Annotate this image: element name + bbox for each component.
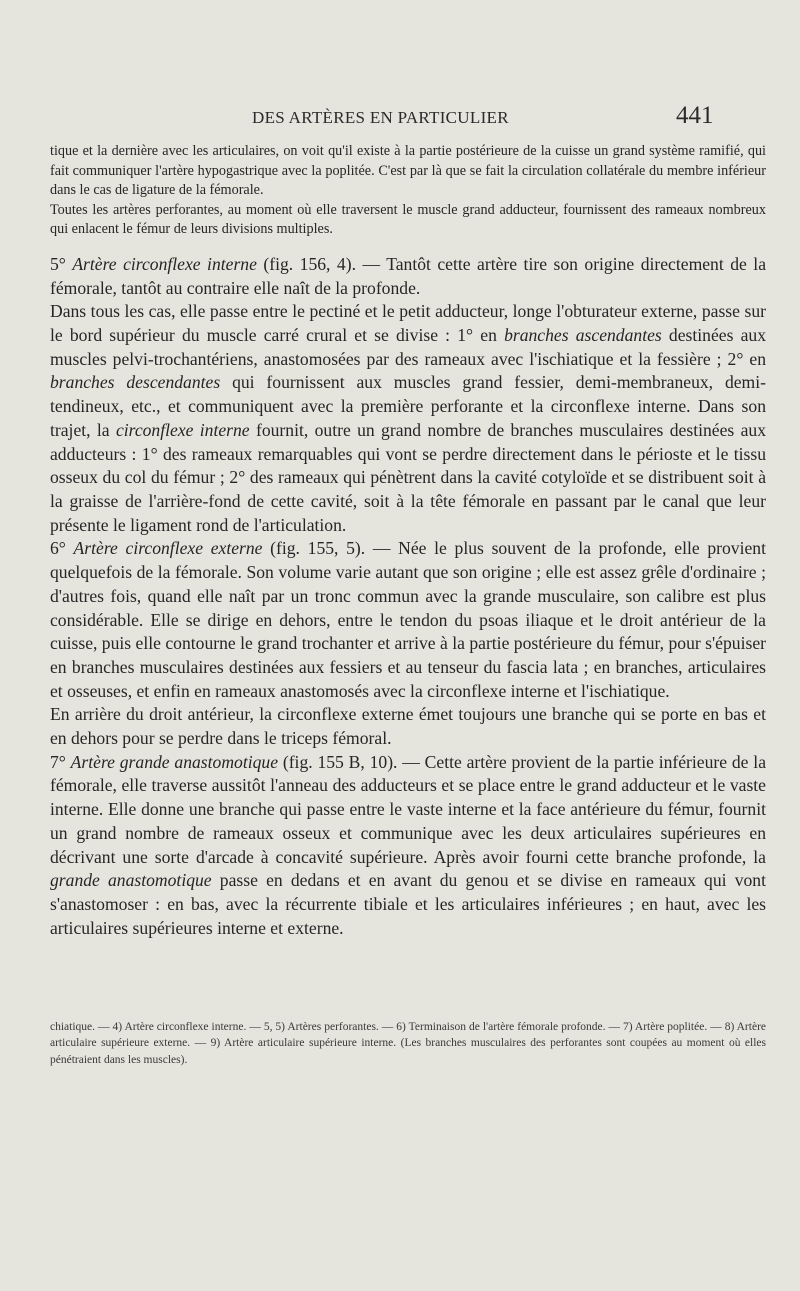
text-run: destinées aux muscles pelvi-trochantériens, anastomosées par des rameaux avec l'ischiatique et la fessière ; 2° en [50,325,767,369]
paragraph-circonflexe-externe [50,537,766,703]
italic-term: branches descendantes [50,372,221,393]
text-run: passe en dedans et en avant du genou et se divise en rameaux qui vont s'anastomoser : en bas, avec la récurrente tibiale et les articulaires inférieures ; en haut, avec les articulaires supérieures interne et externe. [50,870,766,938]
italic-term: circonflexe interne [115,419,250,440]
text-run: Dans tous les cas, elle passe entre le pectiné et le petit adducteur, longe l'obturateur externe, passe sur le bord supérieur du muscle carré crural et se divise : 1° en [50,301,766,346]
paragraph-circonflexe-interne-course [50,300,766,537]
text-run: (fig. 155 B, 10). — Cette artère provient de la partie inférieure de la fémorale, elle traverse aussitôt l'anneau des adducteurs et se place entre le grand adducteur et le vaste interne. Elle donne une branche qui passe entre le vaste interne et la face antérieure du fémur, fournit un grand nombre de rameaux osseux et communique avec les deux articulaires supérieures en décrivant une sorte d'arcade à concavité supérieure. Après avoir fourni cette branche profonde, la [50,751,767,867]
section-text: (fig. 155, 5). — Née le plus souvent de la profonde, elle provient quelquefois de la fémorale. Son volume varie autant que son origine ; elle est assez grêle d'ordinaire ; d'autres fois, quand elle naît par un tronc commun avec la grande musculaire, son calibre est plus considérable. Elle se dirige en dehors, entre le tendon du psoas iliaque et le droit antérieur de la cuisse, puis elle contourne le grand trochanter et arrive à la partie postérieure du fémur, pour s'épuiser en branches musculaires destinées aux fessiers et au tenseur du fascia lata ; en branches, articulaires et osseuses, et enfin en rameaux anastomosés avec la circonflexe interne et l'ischiatique. [50,538,766,701]
paragraph-collateral-circulation: tique et la dernière avec les articulaires, on voit qu'il existe à la partie postérieure de la cuisse un grand système ramifié, qui fait communiquer l'artère hypogastrique avec la poplitée. C'est par là que se fait la circulation collatérale du membre inférieur dans le cas de ligature de la fémorale. [50,143,766,199]
text-run: qui fournissent aux muscles grand fessier, demi-membraneux, demi-tendineux, etc., et communiquent avec la première perforante et la circonflexe interne. Dans son trajet, la [50,372,766,440]
section-number: 7° [50,751,71,772]
section-number: 6° [50,538,74,559]
body-text [50,142,766,940]
paragraph-circonflexe-externe-branch: En arrière du droit antérieur, la circonflexe externe émet toujours une branche qui se porte en bas et en dehors pour se perdre dans le triceps fémoral. [50,704,766,749]
page-header [0,104,800,134]
section-title: Artère grande anastomotique [70,751,279,772]
italic-term: branches ascendantes [504,325,662,346]
paragraph-circonflexe-interne-heading [50,253,766,300]
section-title: Artère circonflexe externe [73,538,263,559]
figure-caption-footnote: chiatique. — 4) Artère circonflexe interne. — 5, 5) Artères perforantes. — 6) Terminaison de l'artère fémorale profonde. — 7) Artère poplitée. — 8) Artère articulaire supérieure externe. — 9) Artère articulaire supérieure interne. (Les branches musculaires des perforantes sont coupées au moment où elles pénétraient dans les muscles). [50,1021,766,1066]
section-title: Artère circonflexe interne [72,253,257,274]
section-number: 5° [50,253,73,274]
page-number: 441 [676,102,714,129]
paragraph-grande-anastomotique [50,751,766,941]
running-head: DES ARTÈRES EN PARTICULIER [252,108,509,127]
paragraph-perforating-arteries: Toutes les artères perforantes, au moment où elle traversent le muscle grand adducteur, fournissent des rameaux nombreux qui enlacent le fémur de leurs divisions multiples. [50,201,766,238]
section-text: (fig. 156, 4). — Tantôt cette artère tire son origine directement de la fémorale, tantôt au contraire elle naît de la profonde. [50,253,766,298]
text-run: fournit, outre un grand nombre de branches musculaires destinées aux adducteurs : 1° des rameaux remarquables qui vont se perdre directement dans le périoste et le tissu osseux du col du fémur ; 2° des rameaux qui pénètrent dans la cavité cotyloïde et se distribuent soit à la graisse de l'arrière-fond de cette cavité, soit à la tête fémorale en passant par le canal que leur présente le ligament rond de l'articulation. [50,419,766,535]
italic-term: grande anastomotique [50,870,212,891]
